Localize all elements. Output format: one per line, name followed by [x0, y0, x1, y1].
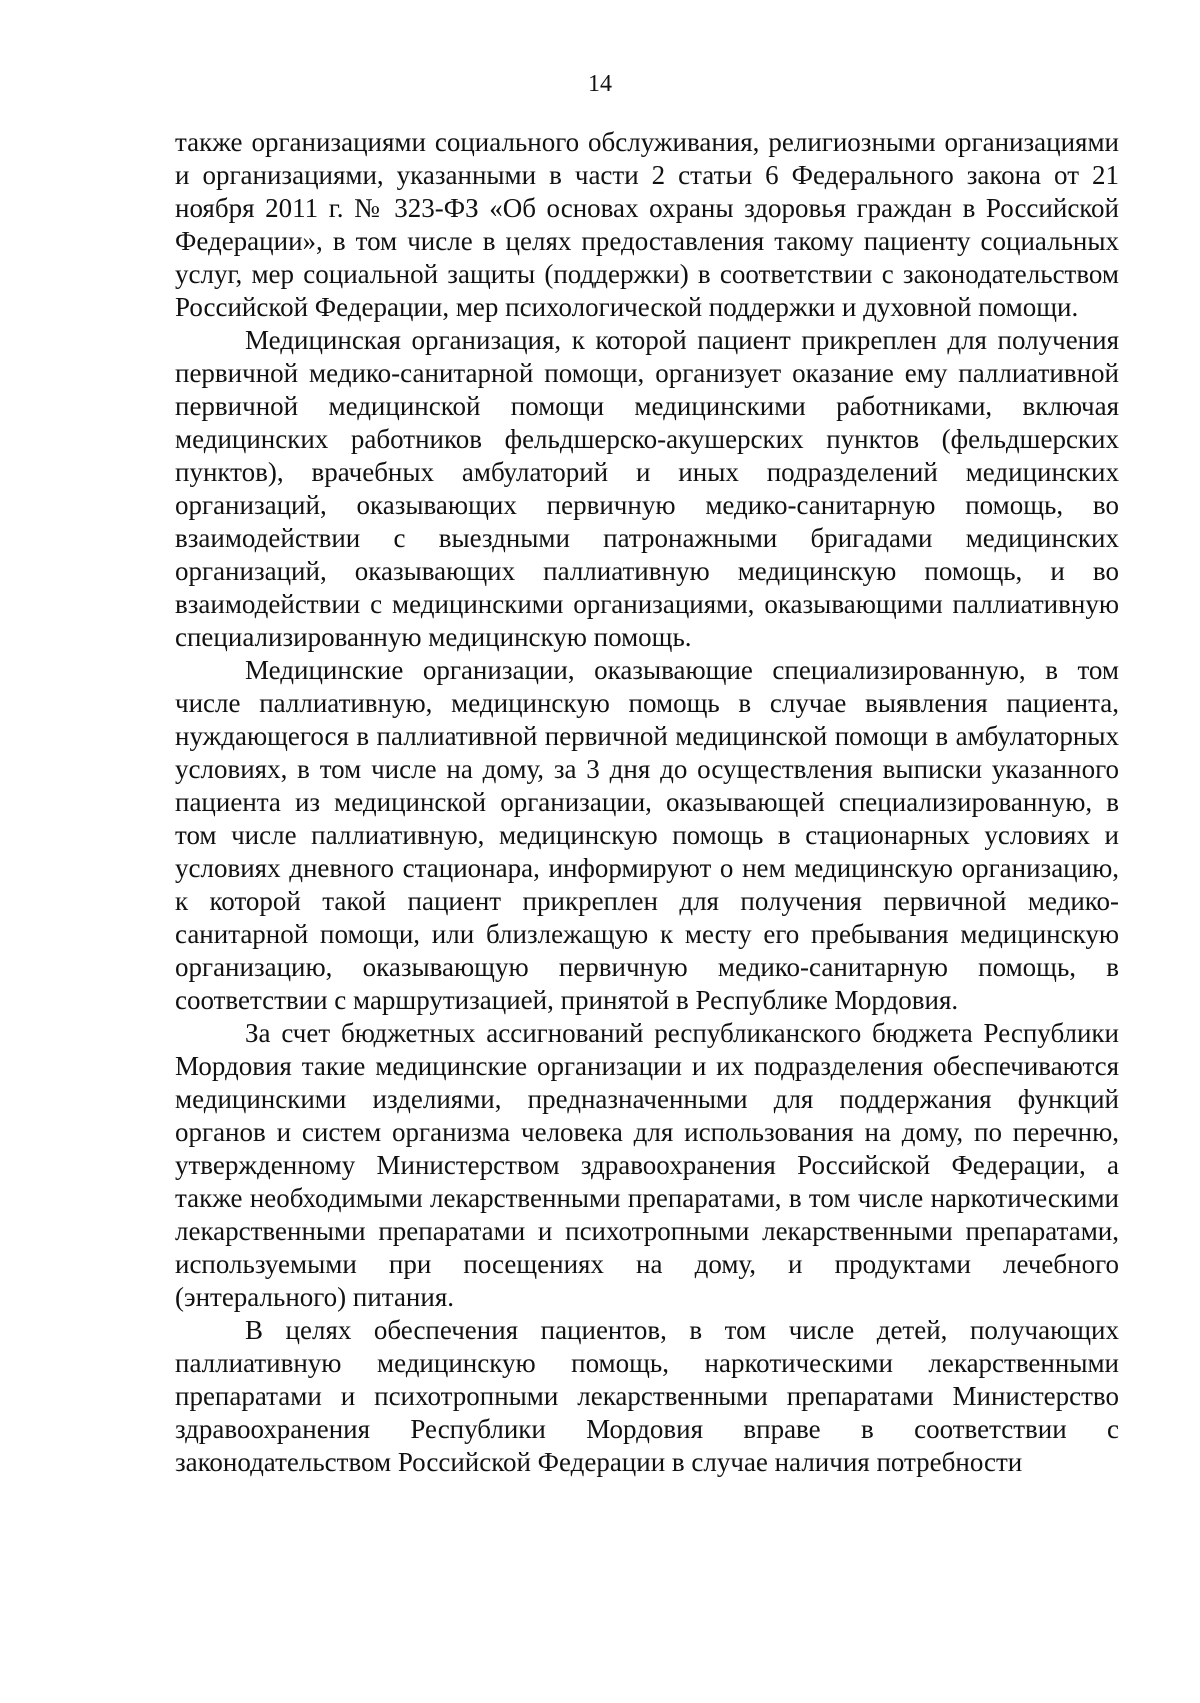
paragraph-continuation: также организациями социального обслуживания, религиозными организациями и организациями, указанными в части 2 статьи 6 Федерального закона от 21 ноября 2011 г. № 323-ФЗ «Об основах охраны здоровья граждан в Российской Федерации», в том числе в целях предоставления такому пациенту социальных услуг, мер социальной защиты (поддержки) в соответствии с законодательством Российской Федерации, мер психологической поддержки и духовной помощи.: [175, 127, 1119, 322]
paragraph-medical-organization: Медицинская организация, к которой пациент прикреплен для получения первичной медико-санитарной помощи, организует оказание ему паллиативной первичной медицинской помощи медицинскими работниками, включая медицинских работников фельдшерско-акушерских пунктов (фельдшерских пунктов), врачебных амбулаторий и иных подразделений медицинских организаций, оказывающих первичную медико-санитарную помощь, во взаимодействии с выездными патронажными бригадами медицинских организаций, оказывающих паллиативную медицинскую помощь, и во взаимодействии с медицинскими организациями, оказывающими паллиативную специализированную медицинскую помощь.: [175, 325, 1119, 652]
paragraph-budget-funding: За счет бюджетных ассигнований республиканского бюджета Республики Мордовия такие медицинские организации и их подразделения обеспечиваются медицинскими изделиями, предназначенными для поддержания функций органов и систем организма человека для использования на дому, по перечню, утвержденному Министерством здравоохранения Российской Федерации, а также необходимыми лекарственными препаратами, в том числе наркотическими лекарственными препаратами и психотропными лекарственными препаратами, используемыми при посещениях на дому, и продуктами лечебного (энтерального) питания.: [175, 1018, 1119, 1312]
page-number: 14: [588, 71, 612, 97]
paragraph-specialized-organizations: Медицинские организации, оказывающие специализированную, в том числе паллиативную, медицинскую помощь в случае выявления пациента, нуждающегося в паллиативной первичной медицинской помощи в амбулаторных условиях, в том числе на дому, за 3 дня до осуществления выписки указанного пациента из медицинской организации, оказывающей специализированную, в том числе паллиативную, медицинскую помощь в стационарных условиях и условиях дневного стационара, информируют о нем медицинскую организацию, к которой такой пациент прикреплен для получения первичной медико-санитарной помощи, или близлежащую к месту его пребывания медицинскую организацию, оказывающую первичную медико-санитарную помощь, в соответствии с маршрутизацией, принятой в Республике Мордовия.: [175, 655, 1119, 1015]
document-body: [175, 126, 1119, 1479]
paragraph-narcotic-provision: В целях обеспечения пациентов, в том числе детей, получающих паллиативную медицинскую помощь, наркотическими лекарственными препаратами и психотропными лекарственными препаратами Министерство здравоохранения Республики Мордовия вправе в соответствии с законодательством Российской Федерации в случае наличия потребности: [175, 1315, 1119, 1477]
